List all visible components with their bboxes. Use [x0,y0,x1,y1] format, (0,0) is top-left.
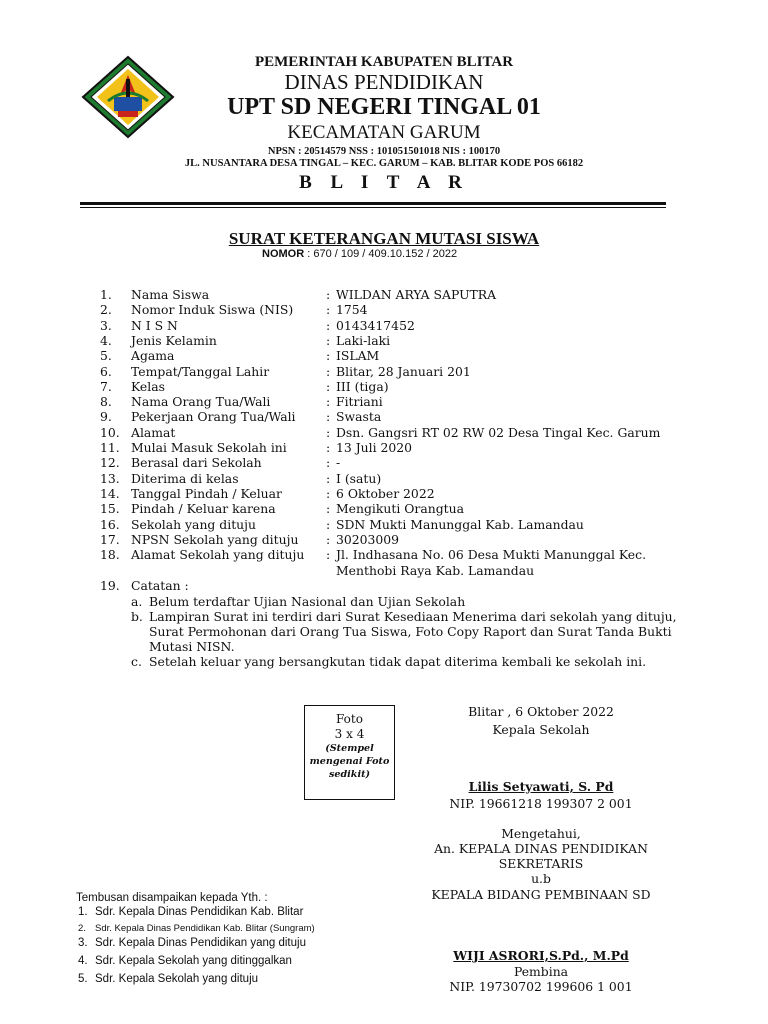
letterhead-divider-thick [80,202,666,205]
row-colon: : [326,348,331,364]
row-colon: : [326,440,331,455]
row-value: ISLAM [336,348,380,364]
row-number: 13. [100,470,120,486]
letterhead-city: B L I T A R [299,172,469,193]
row-colon: : [326,531,331,547]
row-colon: : [326,332,331,348]
row-number: 9. [100,409,112,425]
row-value: Dsn. Gangsri RT 02 RW 02 Desa Tingal Kec. Garum [336,424,661,440]
row-18-value-cont: Menthobi Raya Kab. Lamandau [336,563,535,578]
photo-size: 3 x 4 [334,727,365,741]
photo-label: Foto [336,712,363,726]
document-number-value: : 670 / 109 / 409.10.152 / 2022 [307,248,458,260]
row-colon: : [326,378,331,394]
row-label: Nama Orang Tua/Wali [131,394,271,410]
row-label: Agama [131,348,175,364]
row-colon: : [326,424,331,440]
row-value: 30203009 [336,531,400,547]
letterhead-divider-thin [80,207,666,208]
notes-number: 19. [100,578,120,593]
note-b-line3: Mutasi NISN. [149,639,235,654]
row-number: 5. [100,348,112,364]
row-number: 7. [100,378,112,394]
row-number: 10. [100,424,120,440]
row-colon: : [326,547,331,563]
photo-placeholder [304,705,395,800]
row-colon: : [326,363,331,379]
row-number: 2. [100,302,112,318]
cc-item-no: 2. [78,923,86,934]
row-value: 1754 [336,302,368,318]
cc-item: Sdr. Kepala Dinas Pendidikan Kab. Blitar [95,906,304,918]
row-label: Jenis Kelamin [131,332,217,348]
document-title: SURAT KETERANGAN MUTASI SISWA [228,229,540,248]
notes-heading: Catatan : [131,578,189,593]
cc-item: Sdr. Kepala Sekolah yang ditinggalkan [95,955,292,967]
row-number: 17. [100,531,120,547]
row-value: Mengikuti Orangtua [336,501,464,517]
row-label: Berasal dari Sekolah [131,455,262,471]
approval-line3: u.b [531,871,551,886]
row-label: Tanggal Pindah / Keluar [131,485,282,501]
row-number: 16. [100,516,120,532]
row-value: Jl. Indhasana No. 06 Desa Mukti Manunggal Kec. [336,547,647,563]
approval-line4: KEPALA BIDANG PEMBINAAN SD [431,887,651,902]
document-number-label: NOMOR [262,248,305,260]
row-colon: : [326,287,331,302]
row-value: - [336,455,341,471]
cc-item: Sdr. Kepala Dinas Pendidikan Kab. Blitar (Sungram) [95,923,315,934]
cc-heading: Tembusan disampaikan kepada Yth. : [76,892,268,904]
row-value: Laki-laki [336,332,391,348]
row-colon: : [326,455,331,471]
row-label: Pekerjaan Orang Tua/Wali [131,409,296,425]
letterhead-government: PEMERINTAH KABUPATEN BLITAR [254,54,514,70]
note-a-marker: a. [131,594,143,609]
row-value: 13 Juli 2020 [336,440,413,455]
row-value: Blitar, 28 Januari 201 [336,363,471,379]
letterhead-address: JL. NUSANTARA DESA TINGAL – KEC. GARUM – KAB. BLITAR KODE POS 66182 [184,158,584,169]
row-colon: : [326,302,331,318]
row-value: Fitriani [336,394,383,410]
row-colon: : [326,317,331,333]
row-value: WILDAN ARYA SAPUTRA [336,287,497,302]
row-label: N I S N [131,317,178,333]
row-value: 6 Oktober 2022 [336,485,435,501]
row-colon: : [326,470,331,486]
signature-role: Kepala Sekolah [492,722,590,737]
row-number: 11. [100,440,120,455]
row-colon: : [326,394,331,410]
row-number: 6. [100,363,112,379]
row-label: Nomor Induk Siswa (NIS) [131,302,294,318]
approval-line1: An. KEPALA DINAS PENDIDIKAN [434,841,648,856]
row-value: SDN Mukti Manunggal Kab. Lamandau [336,516,584,532]
note-a: Belum terdaftar Ujian Nasional dan Ujian Sekolah [149,594,466,609]
cc-item: Sdr. Kepala Sekolah yang dituju [95,973,259,985]
letterhead-school: UPT SD NEGERI TINGAL 01 [227,94,541,120]
letterhead-ids: NPSN : 20514579 NSS : 101051501018 NIS : 100170 [267,146,501,157]
row-number: 8. [100,394,112,410]
note-c-marker: c. [131,654,142,669]
document-number [262,248,457,260]
approval-name: WIJI ASRORI,S.Pd., M.Pd [453,948,629,963]
row-colon: : [326,409,331,425]
approval-nip: NIP. 19730702 199606 1 001 [449,979,633,994]
row-number: 3. [100,317,112,333]
row-label: Alamat [131,424,176,440]
row-label: Pindah / Keluar karena [131,501,276,517]
row-label: NPSN Sekolah yang dituju [131,531,299,547]
letterhead-agency: DINAS PENDIDIKAN [284,70,484,94]
cc-item-no: 3. [78,937,88,949]
row-label: Nama Siswa [131,287,210,302]
row-number: 18. [100,547,120,563]
row-label: Alamat Sekolah yang dituju [131,547,305,563]
photo-stamp-note: (Stempel mengenai Foto sedikit) [309,743,390,780]
signature-place-date: Blitar , 6 Oktober 2022 [468,704,614,719]
row-label: Tempat/Tanggal Lahir [131,363,270,379]
cc-item-no: 5. [78,973,88,985]
row-value: III (tiga) [336,378,389,394]
row-label: Mulai Masuk Sekolah ini [131,440,287,455]
row-label: Sekolah yang dituju [131,516,256,532]
row-label: Kelas [131,378,165,394]
row-number: 14. [100,485,120,501]
approval-line2: SEKRETARIS [498,856,584,871]
note-b-marker: b. [131,609,143,624]
note-b-line1: Lampiran Surat ini terdiri dari Surat Kesediaan Menerima dari sekolah yang dituju, [149,609,677,624]
approval-mengetahui: Mengetahui, [501,826,581,841]
regency-crest-icon [80,55,176,139]
row-number: 12. [100,455,120,471]
cc-item: Sdr. Kepala Dinas Pendidikan yang dituju [95,937,306,949]
approval-rank: Pembina [513,964,569,979]
row-colon: : [326,501,331,517]
row-value: Swasta [336,409,382,425]
signature-nip: NIP. 19661218 199307 2 001 [449,796,633,811]
row-colon: : [326,485,331,501]
row-colon: : [326,516,331,532]
row-number: 1. [100,287,112,302]
row-label: Diterima di kelas [131,470,239,486]
note-b-line2: Surat Permohonan dari Orang Tua Siswa, Foto Copy Raport dan Surat Tanda Bukti [149,624,672,639]
letterhead-district: KECAMATAN GARUM [287,122,481,143]
row-value: I (satu) [336,470,382,486]
signature-name: Lilis Setyawati, S. Pd [468,779,614,794]
row-value: 0143417452 [336,317,415,333]
cc-item-no: 1. [78,906,88,918]
row-number: 15. [100,501,120,517]
note-c: Setelah keluar yang bersangkutan tidak dapat diterima kembali ke sekolah ini. [149,654,647,669]
row-number: 4. [100,332,112,348]
cc-item-no: 4. [78,955,88,967]
